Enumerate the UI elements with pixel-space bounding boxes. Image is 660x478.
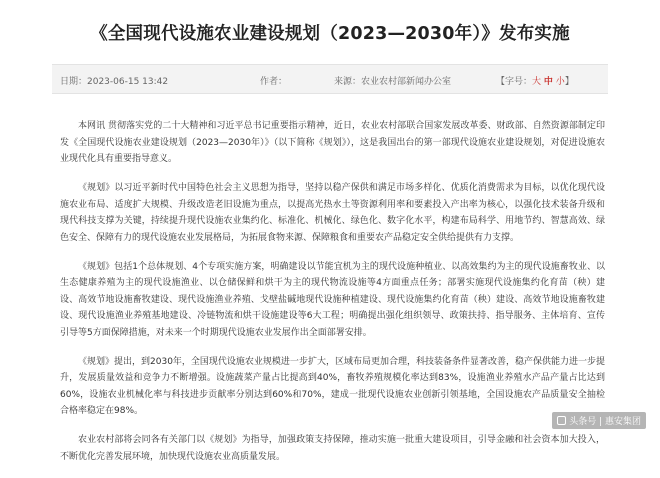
watermark-icon — [557, 416, 566, 425]
font-medium-link[interactable]: 中 — [543, 77, 553, 87]
article-meta-bar — [52, 64, 608, 94]
source-watermark — [552, 412, 646, 429]
watermark-text: 头条号 | 惠安集团 — [569, 417, 641, 427]
author-label: 作者： — [260, 77, 288, 87]
body-paragraph: 本网讯 贯彻落实党的二十大精神和习近平总书记重要指示精神，近日，农业农村部联合国家发展改革委、财政部、自然资源部制定印发《全国现代设施农业建设规划（2023—2030年）》（以下简称《规划》），这是我国出台的第一部现代设施农业建设规划，对促进设施农业现代化具有重要指导意义。 — [60, 121, 605, 164]
font-size-prefix: 【字号： — [496, 77, 533, 87]
source-label: 来源：农业农村部新闻办公室 — [334, 77, 452, 87]
publish-date: 日期：2023-06-15 13:42 — [60, 77, 169, 87]
article-title: 《全国现代设施农业建设规划（2023—2030年）》发布实施 — [90, 24, 570, 44]
font-small-link[interactable]: 小 — [555, 77, 565, 87]
body-paragraph: 《规划》提出，到2030年，全国现代设施农业规模进一步扩大，区域布局更加合理，科技装备条件显著改善，稳产保供能力进一步提升，发展质量效益和竞争力不断增强。设施蔬菜产量占比提高到40%，畜牧养殖规模化率达到83%，设施渔业养殖水产品产量占比达到60%，设施农业机械化率与科技进步贡献率分别达到60%和70%，建成一批现代设施农业创新引领基地，全国设施农产品质量安全抽检合格率稳定在98%。 — [60, 356, 605, 416]
font-large-link[interactable]: 大 — [532, 77, 542, 87]
font-size-control — [496, 74, 574, 87]
article-body — [60, 118, 605, 478]
body-paragraph: 《规划》以习近平新时代中国特色社会主义思想为指导，坚持以稳产保供和满足市场多样化、优质化消费需求为目标，以优化现代设施农业布局、适度扩大规模、升级改造老旧设施为重点，以提高光热水土等资源利用率和要素投入产出率为核心，以强化技术装备升级和现代科技支撑为关键，持续提升现代设施农业集约化、标准化、机械化、绿色化、数字化水平，构建布局科学、用地节约、智慧高效、绿色安全、保障有力的现代设施农业发展格局，为拓展食物来源、保障粮食和重要农产品稳定安全供给提供有力支撑。 — [60, 183, 605, 243]
body-paragraph: 农业农村部将会同各有关部门以《规划》为指导，加强政策支持保障，推动实施一批重大建设项目，引导金融和社会资本加大投入，不断优化完善发展环境，加快现代设施农业高质量发展。 — [60, 435, 605, 462]
font-size-suffix: 】 — [564, 77, 574, 87]
body-paragraph: 《规划》包括1个总体规划、4个专项实施方案，明确建设以节能宜机为主的现代设施种植业、以高效集约为主的现代设施畜牧业、以生态健康养殖为主的现代设施渔业、以仓储保鲜和烘干为主的现代物流设施等4方面重点任务；部署实施现代设施集约化育苗（秧）建设、高效节地设施畜牧建设、现代设施渔业养殖、戈壁盐碱地现代设施种植建设、现代设施集约化育苗（秧）建设、高效节地设施畜牧建设、现代设施渔业养殖基地建设、冷链物流和烘干设施建设等6大工程；明确提出强化组织领导、政策扶持、指导服务、主体培育、宣传引导等5方面保障措施，对未来一个时期现代设施农业发展作出全面部署安排。 — [60, 261, 605, 338]
